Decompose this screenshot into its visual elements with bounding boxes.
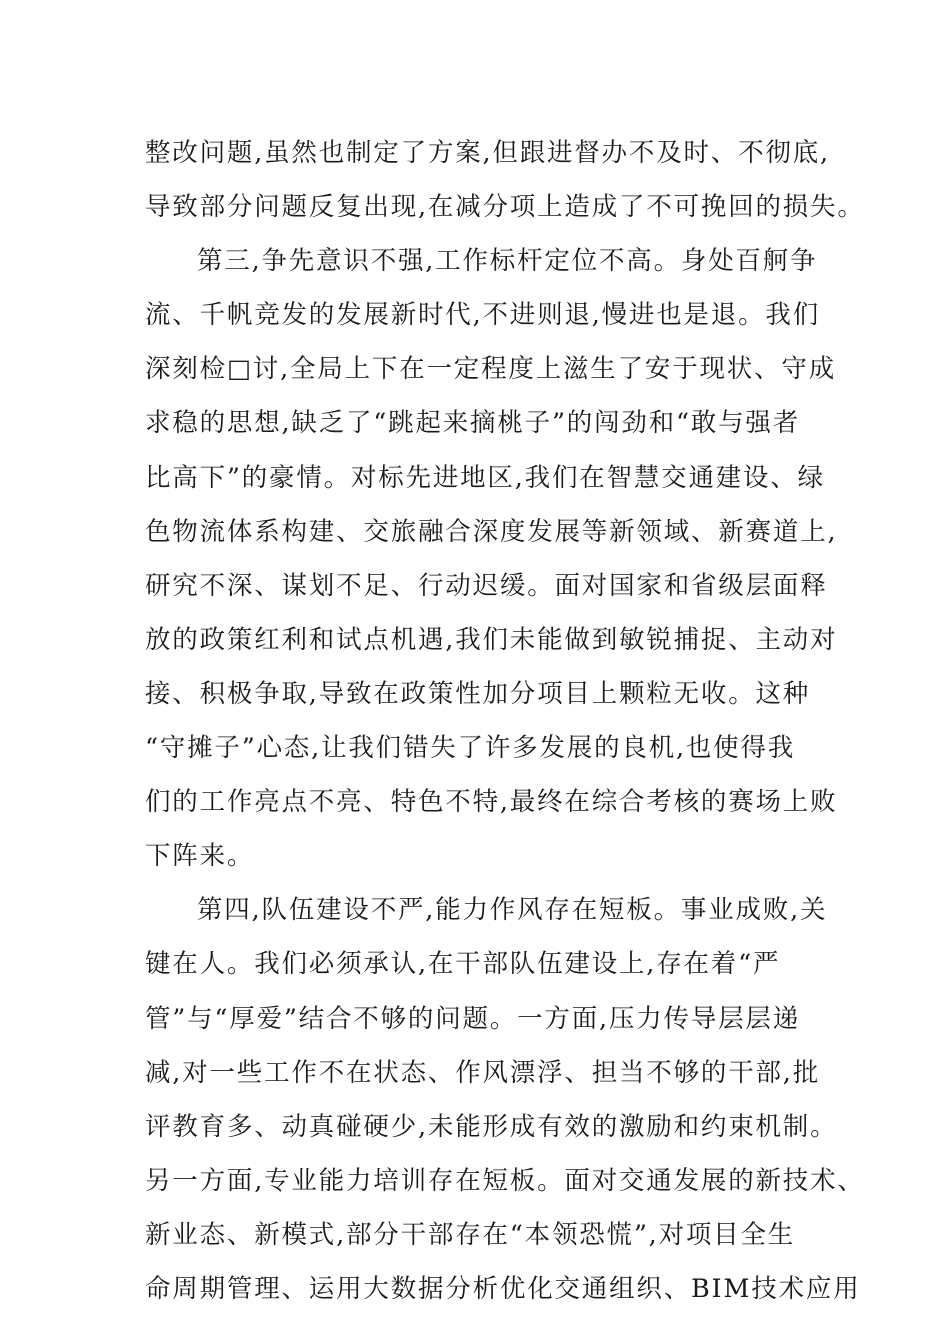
text-line: 整改问题,虽然也制定了方案,但跟进督办不及时、不彻底, (145, 138, 830, 168)
text-line: 比高下”的豪情。对标先进地区,我们在智慧交通建设、绿 (145, 462, 825, 493)
text-line: 另一方面,专业能力培训存在短板。面对交通发展的新技术、 (145, 1165, 865, 1196)
text-line: 新业态、新模式,部分干部存在“本领恐慌”,对项目全生 (145, 1219, 796, 1250)
text-line: 下阵来。 (145, 841, 255, 872)
text-line: 放的政策红利和试点机遇,我们未能做到敏锐捕捉、主动对 (145, 624, 838, 655)
text-line: 研究不深、谋划不足、行动迟缓。面对国家和省级层面释 (145, 570, 828, 601)
text-line: 键在人。我们必须承认,在干部队伍建设上,存在着“严 (145, 949, 781, 980)
paragraph-start-line: 第四,队伍建设不严,能力作风存在短板。事业成败,关 (197, 895, 828, 926)
text-line: 减,对一些工作不在状态、作风漂浮、担当不够的干部,批 (145, 1057, 821, 1088)
text-line: 们的工作亮点不亮、特色不特,最终在综合考核的赛场上败 (145, 787, 838, 818)
paragraph-start-line: 第三,争先意识不强,工作标杆定位不高。身处百舸争 (197, 246, 818, 277)
text-line: 求稳的思想,缺乏了“跳起来摘桃子”的闯劲和“敢与强者 (145, 408, 801, 439)
text-line: 导致部分问题反复出现,在减分项上造成了不可挽回的损失。 (145, 192, 865, 223)
text-line: 接、积极争取,导致在政策性加分项目上颗粒无收。这种 (145, 678, 811, 709)
text-line: 深刻检□讨,全局上下在一定程度上滋生了安于现状、守成 (145, 354, 836, 385)
text-line: “守摊子”心态,让我们错失了许多发展的良机,也使得我 (145, 733, 796, 764)
text-line: 命周期管理、运用大数据分析优化交通组织、BIM技术应用 (145, 1273, 861, 1304)
text-line: 评教育多、动真碰硬少,未能形成有效的激励和约束机制。 (145, 1111, 838, 1142)
body-text (145, 126, 865, 1316)
text-line: 管”与“厚爱”结合不够的问题。一方面,压力传导层层递 (145, 1003, 801, 1034)
text-line: 流、千帆竞发的发展新时代,不进则退,慢进也是退。我们 (145, 300, 821, 331)
text-line: 色物流体系构建、交旅融合深度发展等新领域、新赛道上, (145, 516, 838, 547)
